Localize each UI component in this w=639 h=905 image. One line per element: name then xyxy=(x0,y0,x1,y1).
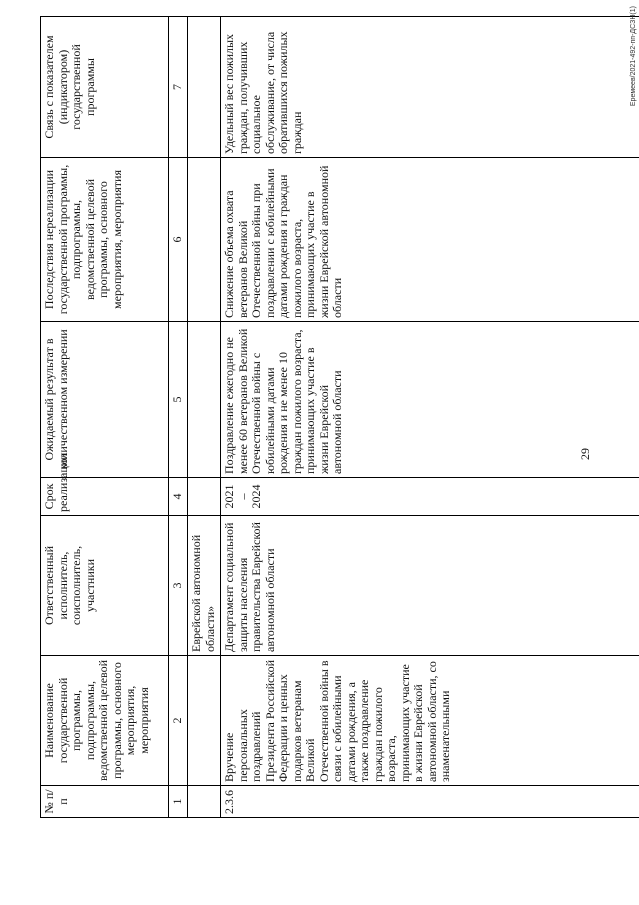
header-indicator: Связь с показателем (индикатором) государственной программы xyxy=(41,17,169,158)
column-number: 1 xyxy=(169,786,188,818)
column-number: 5 xyxy=(169,322,188,478)
column-number: 6 xyxy=(169,158,188,322)
table-row xyxy=(221,17,639,818)
header-number: № п/п xyxy=(41,786,169,818)
header-executor: Ответственный исполнитель, соисполнитель, участники xyxy=(41,516,169,656)
column-number: 4 xyxy=(169,478,188,516)
row-indicator: Удельный вес пожилых граждан, получивших социальное обслуживание, от числа обратившихся пожилых граждан xyxy=(221,17,639,158)
page-number: 29 xyxy=(578,448,592,460)
header-name: Наименование государственной программы, подпрограммы, ведомственной целевой программы, основного мероприятия, мероприятия xyxy=(41,656,169,786)
continuation-text: Еврейской автономной области» xyxy=(188,516,221,656)
row-period: 2021 – 2024 xyxy=(221,478,639,516)
column-number: 2 xyxy=(169,656,188,786)
footer-code: Еремеев/2021-492-пп-ДСЗН(1) xyxy=(630,6,637,107)
continuation-row xyxy=(188,17,221,818)
table-header-row xyxy=(41,17,169,818)
column-number-row xyxy=(169,17,188,818)
row-result: Поздравление ежегодно не менее 60 ветеранов Великой Отечественной войны с юбилейными датами рождения и не менее 10 граждан пожилого возраста, принимающих участие в жизни Еврейской автономной области xyxy=(221,322,639,478)
row-executor: Департамент социальной защиты населения правительства Еврейской автономной области xyxy=(221,516,639,656)
row-consequence: Снижение объема охвата ветеранов Великой Отечественной войны при поздравлении с юбилейными датами рождения и граждан пожилого возраста, принимающих участие в жизни Еврейской автономной области xyxy=(221,158,639,322)
column-number: 7 xyxy=(169,17,188,158)
program-table xyxy=(40,16,639,818)
header-result: Ожидаемый результат в количественном измерении xyxy=(41,322,169,478)
header-period: Срок реализации xyxy=(41,478,169,516)
header-consequence: Последствия нереализации государственной программы, подпрограммы, ведомственной целевой программы, основного мероприятия, мероприятия xyxy=(41,158,169,322)
row-name: Вручение персональных поздравлений Президента Российской Федерации и ценных подарков ветеранам Великой Отечественной войны в связи с юбилейными датами рождения, а также поздравление граждан пожилого возраста, принимающих участие в жизни Еврейской автономной области, со знаменательными xyxy=(221,656,639,786)
column-number: 3 xyxy=(169,516,188,656)
row-number: 2.3.6 xyxy=(221,786,639,818)
